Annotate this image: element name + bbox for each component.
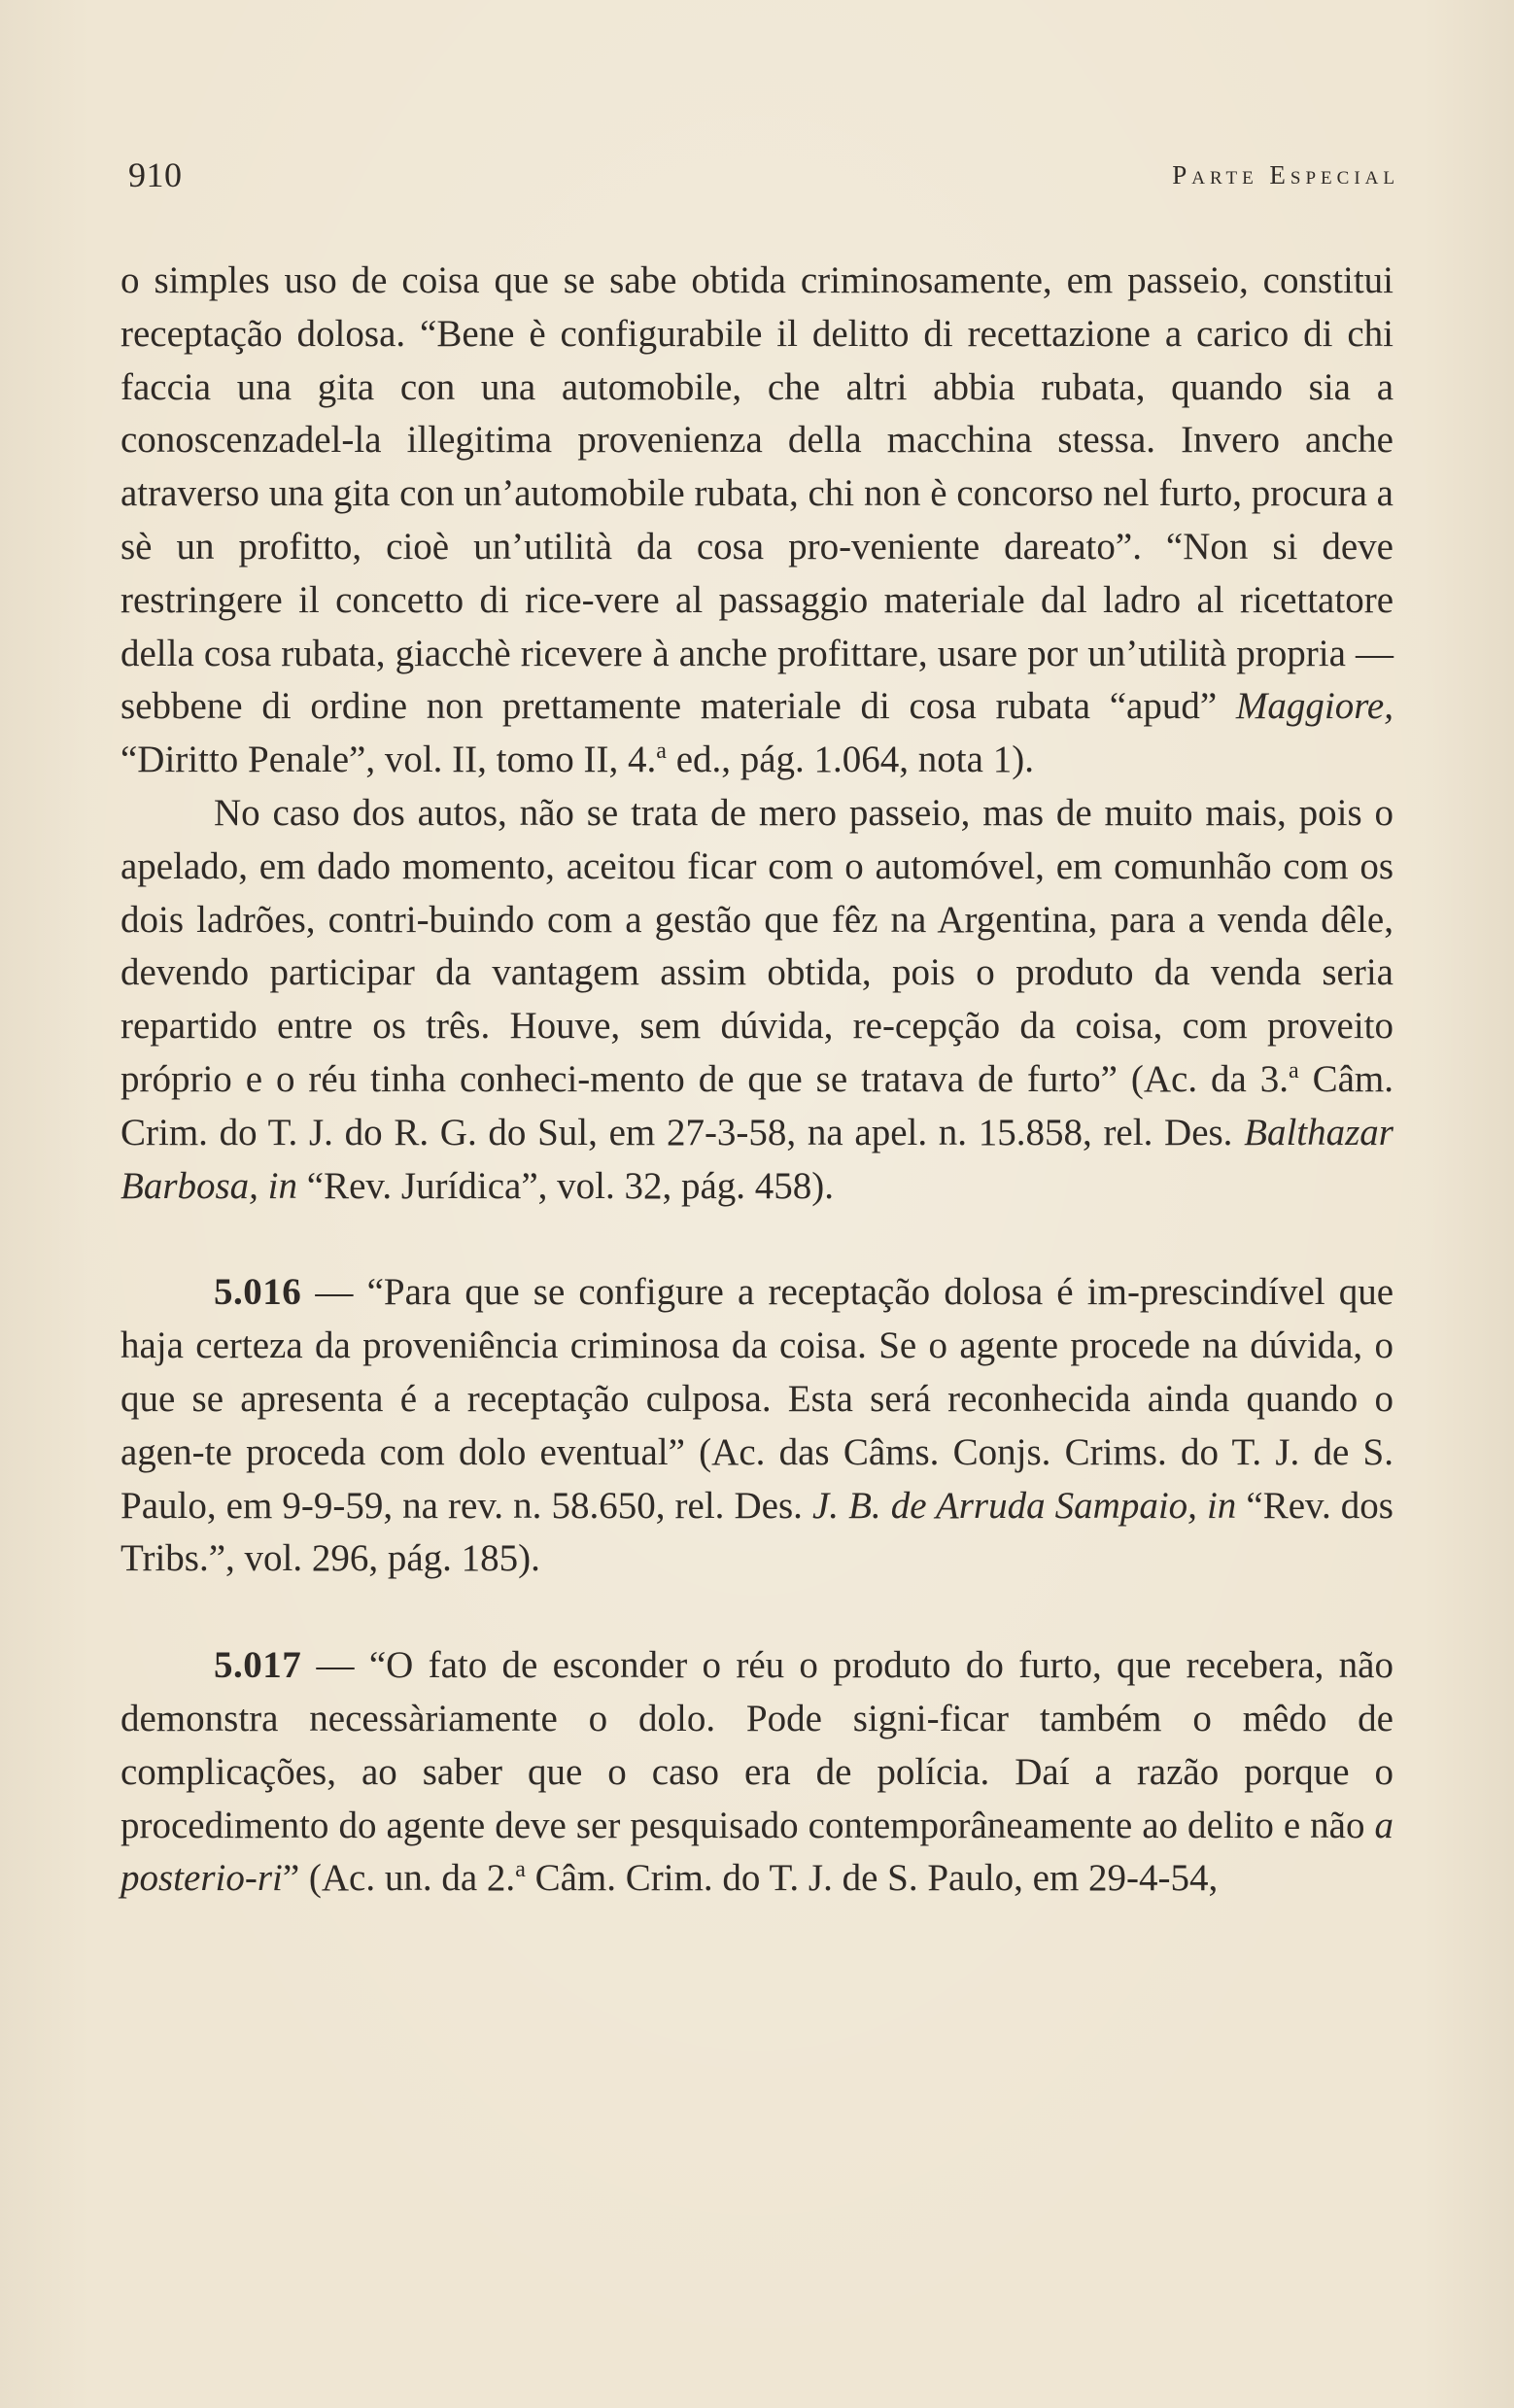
text-run: Câm. Crim. do T. J. de S. Paulo, em 29-4-54,	[525, 1857, 1219, 1900]
text-run: o simples uso de coisa que se sabe obtida criminosamente, em passeio, constitui receptação dolosa. “Bene è configurabile il delitto di recettazione a carico di chi faccia una gita con una automobile, che altri abbia rubata, quando sia a conoscenzadel-la illegitima provenienza della macchina stessa. Invero anche atraverso una gita con un’automobile rubata, chi non è concorso nel furto, procura a sè un profitto, cioè un’utilità da cosa pro-veniente dareato”. “Non si deve restringere il concetto di rice-vere al passaggio materiale dal ladro al ricettatore della cosa rubata, giacchè ricevere à anche profittare, usare por un’utilità propria — sebbene di ordine non prettamente materiale di cosa rubata “apud”	[120, 259, 1394, 728]
text-run: “Rev. Jurídica”, vol. 32, pág. 458).	[297, 1164, 835, 1207]
text-run: “Rev. dos Tribs.”, vol. 296, pág. 185).	[120, 1484, 1394, 1580]
text-run: — “O fato de esconder o réu o produto do furto, que recebera, não demonstra necessàriamente o dolo. Pode signi-ficar também o mêdo de complicações, ao saber que o caso era de polícia. Daí a razão porque o procedimento do agente deve ser pesquisado contemporâneamente ao delito e não	[120, 1644, 1394, 1846]
paragraph-continuation	[120, 255, 1394, 787]
italic-author: Balthazar Barbosa, in	[120, 1111, 1394, 1207]
italic-author: Maggiore,	[1235, 685, 1394, 728]
italic-latin-phrase: a posterio-ri	[120, 1804, 1394, 1900]
body-text	[120, 255, 1394, 1906]
text-run: — “Para que se configure a receptação dolosa é im-prescindível que haja certeza da proveniência criminosa da coisa. Se o agente procede na dúvida, o que se apresenta é a receptação culposa. Esta será reconhecida ainda quando o agen-te proceda com dolo eventual” (Ac. das Câms. Conjs. Crims. do T. J. de S. Paulo, em 9-9-59, na rev. n. 58.650, rel. Des.	[120, 1271, 1394, 1527]
page-header	[120, 146, 1399, 204]
entry-number: 5.016	[214, 1271, 302, 1314]
superscript: a	[1289, 1057, 1299, 1084]
entry-number: 5.017	[214, 1644, 302, 1687]
text-run: No caso dos autos, não se trata de mero passeio, mas de muito mais, pois o apelado, em dado momento, aceitou ficar com o automóvel, em comunhão com os dois ladrões, contri-buindo com a gestão que fêz na Argentina, para a venda dêle, devendo participar da vantagem assim obtida, pois o produto da venda seria repartido entre os três. Houve, sem dúvida, re-cepção da coisa, com proveito próprio e o réu tinha conheci-mento de que se tratava de furto” (Ac. da 3.	[120, 791, 1394, 1100]
running-head: Parte Especial	[1172, 160, 1399, 189]
paragraph-entry-5016	[120, 1266, 1394, 1586]
superscript: a	[515, 1857, 526, 1883]
text-run: ” (Ac. un. da 2.	[282, 1857, 516, 1900]
page-number: 910	[128, 155, 183, 194]
italic-author: J. B. de Arruda Sampaio, in	[811, 1484, 1237, 1527]
paragraph-case	[120, 787, 1394, 1213]
superscript: a	[656, 739, 667, 765]
text-run: “Diritto Penale”, vol. II, tomo II, 4.	[120, 739, 657, 781]
paragraph-entry-5017	[120, 1639, 1394, 1906]
text-run: ed., pág. 1.064, nota 1).	[666, 739, 1034, 781]
text-run: Câm. Crim. do T. J. do R. G. do Sul, em 27-3-58, na apel. n. 15.858, rel. Des.	[120, 1057, 1394, 1153]
